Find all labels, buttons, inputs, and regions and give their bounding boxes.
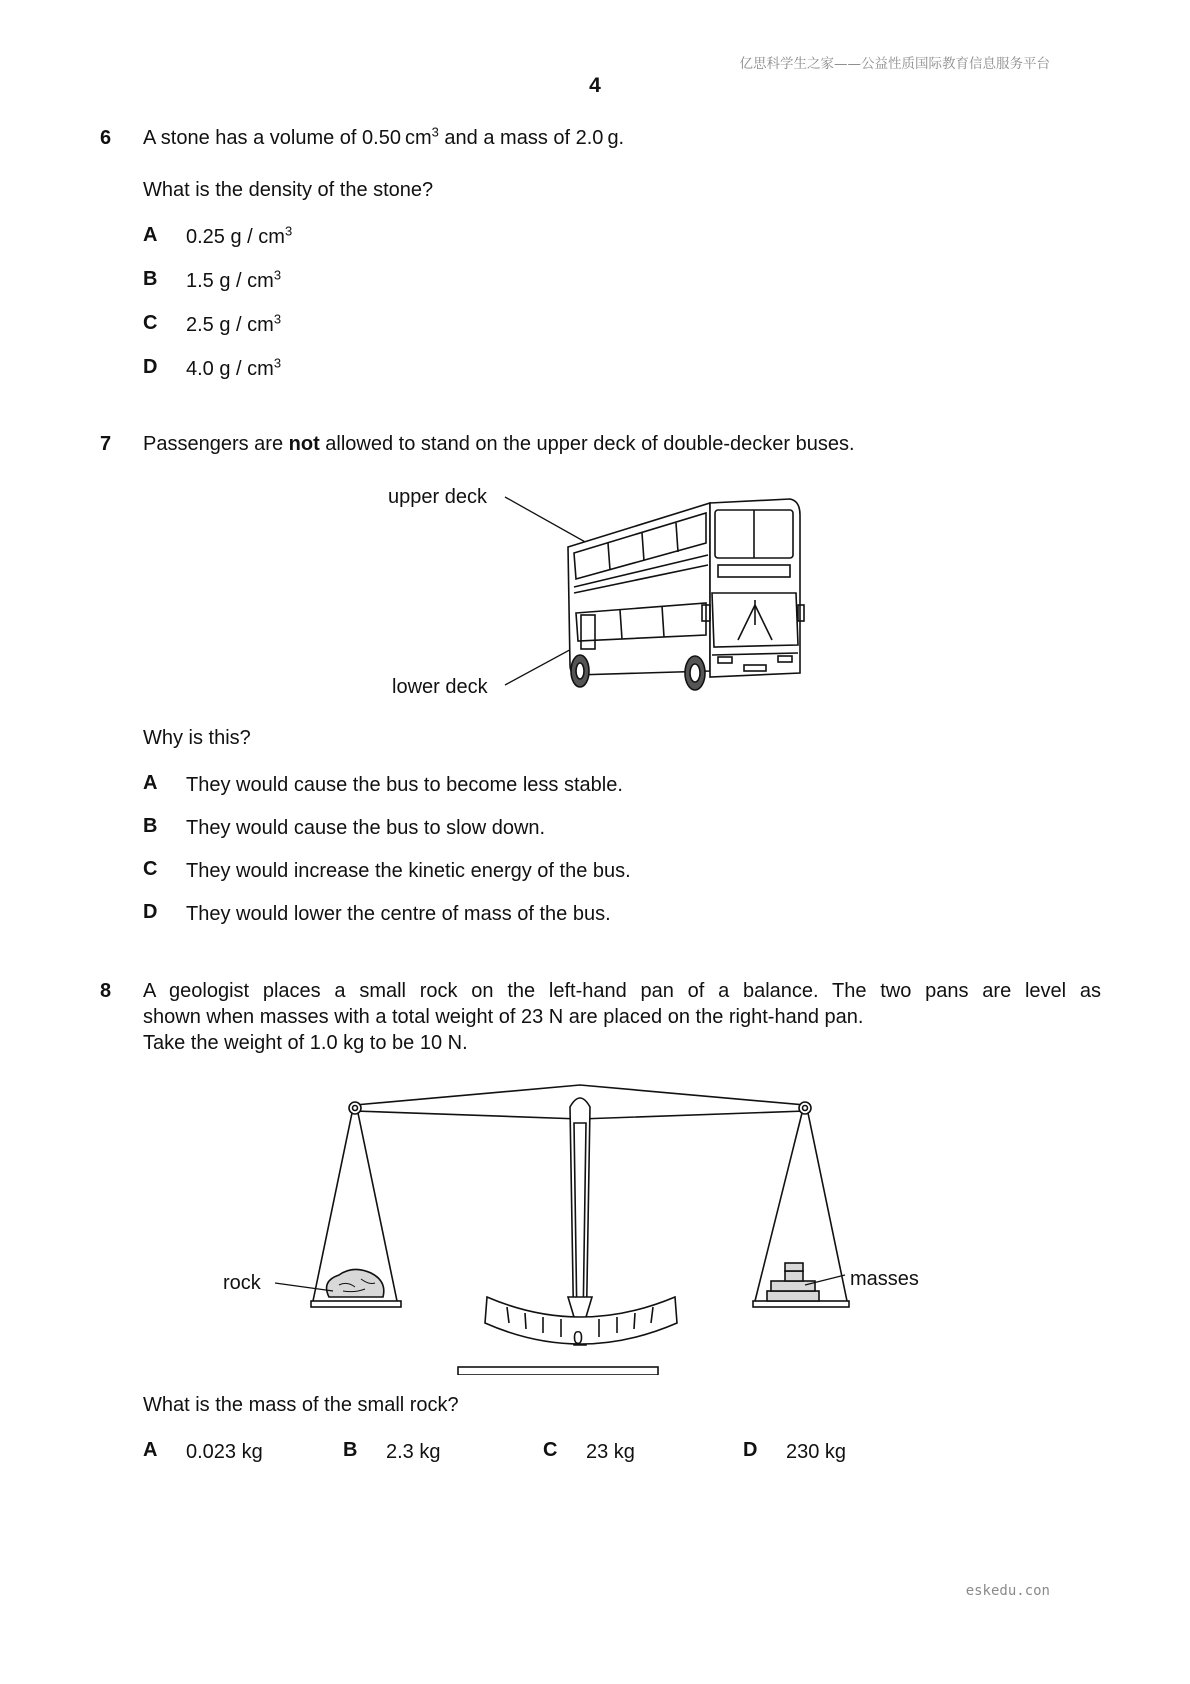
question-7-number: 7 (100, 433, 112, 455)
option-text: 230 kg (786, 1441, 847, 1463)
option-text: They would cause the bus to slow down. (186, 817, 546, 839)
q8-option-a[interactable] (143, 1439, 263, 1463)
q7-stem-pre: Passengers are (143, 433, 289, 455)
question-7-prompt: Why is this? (143, 727, 251, 749)
question-8-stem-line3: Take the weight of 1.0 kg to be 10 N. (143, 1032, 468, 1054)
footer-site-text: eskedu.con (965, 1583, 1050, 1599)
q6-stem-pre: A stone has a volume of 0.50 (143, 127, 401, 149)
question-8-prompt: What is the mass of the small rock? (143, 1394, 459, 1416)
rock-label: rock (223, 1272, 261, 1294)
option-text: 23 kg (586, 1441, 635, 1463)
option-text: 1.5 g / cm (186, 270, 274, 292)
option-sup: 3 (284, 223, 293, 239)
bus-drawing (568, 499, 804, 690)
q6-option-c[interactable] (143, 311, 282, 336)
header-watermark: 亿思科学生之家——公益性质国际教育信息服务平台 (739, 56, 1050, 72)
option-text: 4.0 g / cm (186, 358, 274, 380)
scale-zero-label: 0 (573, 1328, 584, 1348)
option-text: 2.3 kg (386, 1441, 441, 1463)
upper-deck-label: upper deck (388, 486, 487, 508)
q6-option-a[interactable] (143, 223, 293, 248)
q6-option-d[interactable] (143, 355, 282, 380)
double-decker-bus-figure (380, 475, 820, 700)
option-letter: B (343, 1439, 358, 1461)
option-letter: C (143, 858, 158, 880)
option-letter: A (143, 772, 158, 794)
q7-option-d[interactable] (143, 901, 943, 924)
option-letter: A (143, 224, 158, 246)
option-text: 2.5 g / cm (186, 314, 274, 336)
q8-option-b[interactable] (343, 1439, 441, 1463)
option-letter: B (143, 815, 158, 837)
option-letter: C (143, 312, 158, 334)
q7-stem-post: allowed to stand on the upper deck of double-decker buses. (319, 433, 855, 455)
option-letter: B (143, 268, 158, 290)
option-letter: D (743, 1439, 758, 1461)
option-text: 0.023 kg (186, 1441, 263, 1463)
question-6-prompt: What is the density of the stone? (143, 179, 434, 201)
option-letter: A (143, 1439, 158, 1461)
question-8-stem-line1: A geologist places a small rock on the left-hand pan of a balance. The two pans are level as (143, 980, 1101, 1002)
q6-stem-sup: 3 (431, 124, 439, 140)
q6-stem-unit: cm (404, 127, 432, 149)
option-text: They would increase the kinetic energy of the bus. (186, 860, 631, 882)
question-6-stem (143, 125, 624, 151)
option-sup: 3 (273, 267, 282, 283)
option-text: 0.25 g / cm (186, 226, 285, 248)
question-7-stem (143, 431, 855, 457)
option-letter: D (143, 901, 158, 923)
balance-drawing (275, 1085, 849, 1375)
masses-label: masses (850, 1268, 919, 1290)
option-sup: 3 (273, 355, 282, 371)
q8-option-c[interactable] (543, 1439, 635, 1463)
lower-deck-label: lower deck (392, 676, 488, 698)
question-8-stem-line2: shown when masses with a total weight of 23 N are placed on the right-hand pan. (143, 1006, 864, 1028)
q7-stem-bold: not (288, 433, 320, 455)
q7-option-c[interactable] (143, 858, 943, 881)
q6-stem-end: g. (607, 127, 625, 149)
q7-option-a[interactable] (143, 772, 943, 795)
option-text: They would lower the centre of mass of the bus. (186, 903, 611, 925)
q8-option-d[interactable] (743, 1439, 847, 1463)
option-sup: 3 (273, 311, 282, 327)
page-number: 4 (589, 74, 601, 97)
option-text: They would cause the bus to become less stable. (186, 774, 623, 796)
q6-option-b[interactable] (143, 267, 282, 292)
option-letter: C (543, 1439, 558, 1461)
question-8-number: 8 (100, 980, 112, 1002)
balance-figure (215, 1075, 995, 1375)
q6-stem-post: and a mass of 2.0 (438, 127, 604, 149)
option-letter: D (143, 356, 158, 378)
question-6-number: 6 (100, 127, 112, 149)
q7-option-b[interactable] (143, 815, 943, 838)
